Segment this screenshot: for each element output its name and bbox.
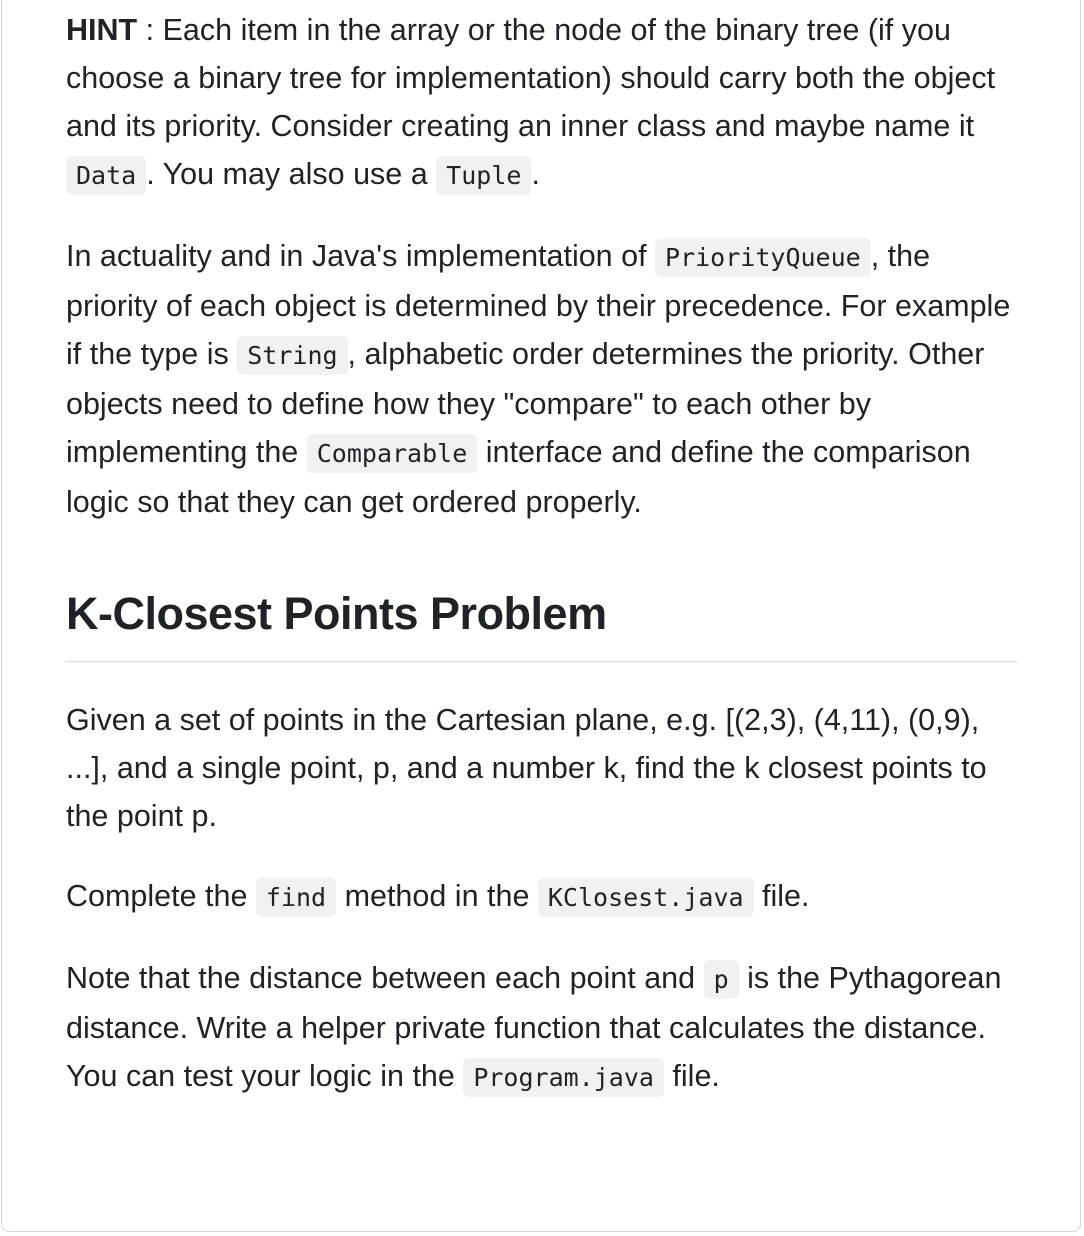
paragraph-text: file.: [753, 879, 810, 913]
markdown-body: [66, 6, 1018, 1102]
inline-code-find: find: [256, 878, 336, 917]
inline-code-string: String: [237, 336, 347, 375]
instruction-paragraph: [66, 872, 1018, 922]
paragraph-text: , alphabetic order determines the priority. Other objects need to define how they "compare" to each other by implementing the: [66, 337, 985, 469]
inline-code-kclosest-file: KClosest.java: [538, 878, 754, 917]
hint-text: . You may also use a: [146, 157, 437, 191]
distance-paragraph: [66, 954, 1018, 1102]
inline-code-p: p: [704, 960, 739, 999]
paragraph-text: method in the: [336, 879, 538, 913]
inline-code-tuple: Tuple: [436, 156, 531, 195]
section-heading: K-Closest Points Problem: [66, 584, 1018, 662]
inline-code-data: Data: [66, 156, 146, 195]
inline-code-comparable: Comparable: [307, 434, 478, 473]
paragraph-text: interface and define the comparison logic so that they can get ordered properly.: [66, 435, 971, 519]
priority-paragraph: [66, 232, 1018, 526]
hint-paragraph: [66, 6, 1018, 200]
paragraph-text: In actuality and in Java's implementation of: [66, 239, 656, 273]
paragraph-text: is the Pythagorean distance. Write a helper private function that calculates the distance. You can test your logic in the: [66, 961, 1002, 1093]
hint-text: : Each item in the array or the node of the binary tree (if you choose a binary tree for implementation) should carry both the object and its priority. Consider creating an inner class and maybe name it: [66, 13, 996, 143]
hint-text: .: [531, 157, 540, 191]
problem-paragraph: Given a set of points in the Cartesian plane, e.g. [(2,3), (4,11), (0,9), ...], and a single point, p, and a number k, find the k closest points to the point p.: [66, 703, 987, 833]
paragraph-text: Complete the: [66, 879, 256, 913]
paragraph-text: Note that the distance between each point and: [66, 961, 704, 995]
paragraph-text: file.: [663, 1059, 720, 1093]
hint-label: HINT: [66, 13, 138, 47]
paragraph-text: , the priority of each object is determined by their precedence. For example if the type is: [66, 239, 1011, 371]
inline-code-priorityqueue: PriorityQueue: [655, 238, 871, 277]
inline-code-program-file: Program.java: [463, 1058, 664, 1097]
